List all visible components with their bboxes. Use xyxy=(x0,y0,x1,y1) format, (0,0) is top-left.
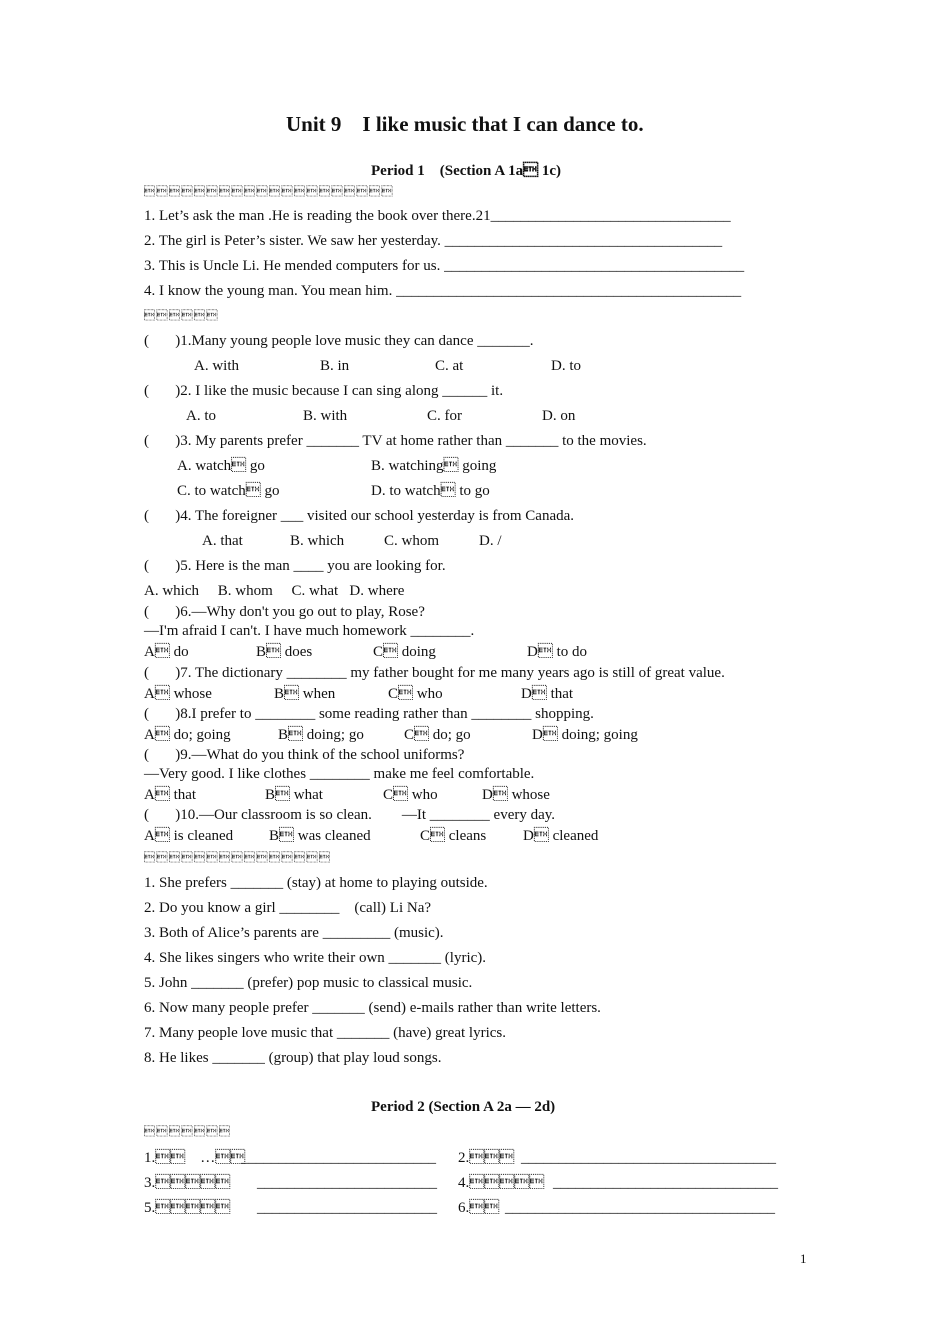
vocab-label: 6. xyxy=(458,1200,500,1216)
option: B. watching going xyxy=(371,458,497,474)
exercise-line: 6. Now many people prefer _______ (send) e-mails rather than write letters. xyxy=(144,1000,601,1016)
exercise-line: 7. Many people love music that _______ (have) great lyrics. xyxy=(144,1025,506,1041)
exercise-line: 8. He likes _______ (group) that play loud songs. xyxy=(144,1050,442,1066)
vocab-blank: ______________________________ xyxy=(553,1175,778,1191)
section-heading:  xyxy=(144,852,332,864)
exercise-line: 3. This is Uncle Li. He mended computers for us. ________________________________________ xyxy=(144,258,745,274)
vocab-blank: ________________________ xyxy=(257,1175,437,1191)
option: C. at xyxy=(435,358,464,374)
vocab-blank: ____________________________________ xyxy=(505,1200,775,1216)
vocab-blank: __________________________ xyxy=(241,1150,436,1166)
vocab-label: 1. … xyxy=(144,1150,246,1166)
option: D. / xyxy=(479,533,502,549)
vocab-blank: ________________________ xyxy=(257,1200,437,1216)
option: D. to watch to go xyxy=(371,483,490,499)
option: A that xyxy=(144,787,197,803)
exercise-line: 4. I know the young man. You mean him. ______________________________________________ xyxy=(144,283,742,299)
option: C do; go xyxy=(404,727,471,743)
section-heading:  xyxy=(144,186,394,198)
period1-heading: Period 1 (Section A 1a 1c) xyxy=(371,163,561,179)
option: B what xyxy=(265,787,323,803)
vocab-label: 5. xyxy=(144,1200,231,1216)
exercise-line: 2. The girl is Peter’s sister. We saw her yesterday. _____________________________________ xyxy=(144,233,723,249)
question: ( )3. My parents prefer _______ TV at home rather than _______ to the movies. xyxy=(144,433,647,449)
question: ( )9.—What do you think of the school uniforms? xyxy=(144,747,465,763)
option: C who xyxy=(388,686,443,702)
option: B when xyxy=(274,686,336,702)
option: A. to xyxy=(186,408,216,424)
option: A whose xyxy=(144,686,212,702)
option: C who xyxy=(383,787,438,803)
exercise-line: 2. Do you know a girl ________ (call) Li Na? xyxy=(144,900,432,916)
question: ( )4. The foreigner ___ visited our school yesterday is from Canada. xyxy=(144,508,575,524)
option-line: A. which B. whom C. what D. where xyxy=(144,583,405,599)
option: A is cleaned xyxy=(144,828,234,844)
question: ( )5. Here is the man ____ you are looking for. xyxy=(144,558,446,574)
option: B. with xyxy=(303,408,348,424)
option: C doing xyxy=(373,644,436,660)
option: B. which xyxy=(290,533,345,549)
option: A. watch go xyxy=(177,458,265,474)
option: C. whom xyxy=(384,533,440,549)
question: ( )7. The dictionary ________ my father bought for me many years ago is still of great value. xyxy=(144,665,725,681)
period2-heading: Period 2 (Section A 2a — 2d) xyxy=(371,1099,556,1115)
option: A do; going xyxy=(144,727,231,743)
exercise-line: 4. She likes singers who write their own _______ (lyric). xyxy=(144,950,487,966)
question-line: —Very good. I like clothes ________ make me feel comfortable. xyxy=(144,766,535,782)
page-title: Unit 9 I like music that I can dance to. xyxy=(286,112,644,136)
option: A. with xyxy=(194,358,239,374)
vocab-label: 2. xyxy=(458,1150,515,1166)
question-line: —I'm afraid I can't. I have much homework ________. xyxy=(144,623,475,639)
option: B was cleaned xyxy=(269,828,371,844)
exercise-line: 1. She prefers _______ (stay) at home to playing outside. xyxy=(144,875,488,891)
exercise-line: 5. John _______ (prefer) pop music to classical music. xyxy=(144,975,473,991)
question: ( )8.I prefer to ________ some reading rather than ________ shopping. xyxy=(144,706,594,722)
vocab-blank: __________________________________ xyxy=(521,1150,776,1166)
exercise-line: 3. Both of Alice’s parents are _________ (music). xyxy=(144,925,444,941)
option: B doing; go xyxy=(278,727,364,743)
option: B. in xyxy=(320,358,350,374)
exercise-line: 1. Let’s ask the man .He is reading the book over there.21________________________________ xyxy=(144,208,731,224)
option: C. for xyxy=(427,408,462,424)
option: D. to xyxy=(551,358,581,374)
vocab-label: 3. xyxy=(144,1175,231,1191)
option: A. that xyxy=(202,533,243,549)
page-number: 1 xyxy=(800,1251,807,1266)
option: B does xyxy=(256,644,313,660)
vocab-label: 4. xyxy=(458,1175,545,1191)
question: ( )2. I like the music because I can sing along ______ it. xyxy=(144,383,504,399)
option: D that xyxy=(521,686,574,702)
option: A do xyxy=(144,644,189,660)
option: D cleaned xyxy=(523,828,599,844)
option: D whose xyxy=(482,787,550,803)
question: ( )6.—Why don't you go out to play, Rose? xyxy=(144,604,425,620)
option: D doing; going xyxy=(532,727,638,743)
option: D to do xyxy=(527,644,587,660)
question: ( )10.—Our classroom is so clean. —It ________ every day. xyxy=(144,807,556,823)
option: D. on xyxy=(542,408,576,424)
section-heading:  xyxy=(144,310,219,322)
section-heading:  xyxy=(144,1126,232,1138)
option: C. to watch go xyxy=(177,483,280,499)
option: C cleans xyxy=(420,828,487,844)
question: ( )1.Many young people love music they can dance _______. xyxy=(144,333,534,349)
